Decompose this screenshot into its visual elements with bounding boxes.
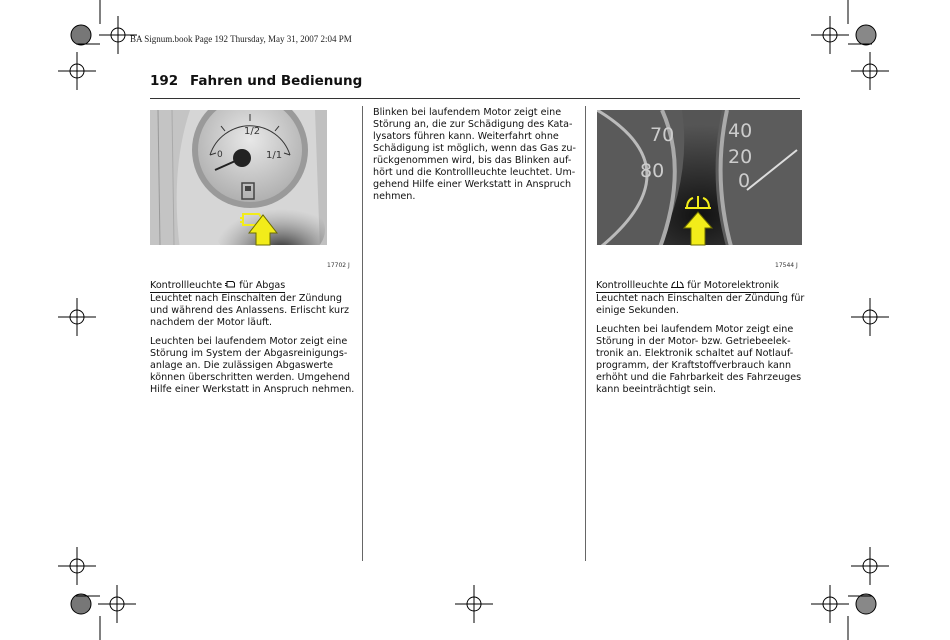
engine-electronics-icon [671,280,684,289]
header-rule [150,98,800,99]
engine-lamp-paragraph-2: Leuchten bei laufendem Motor zeigt eine Störung in der Motor- bzw. Getriebeelek- tronik an. Elektronik schaltet auf Notlauf- programm, der Kraftstoffverbrauch kann erhöht und die Fahrbarkeit des Fahrzeuges kann beeinträchtigt sein. [596,324,802,395]
speed-label-20: 20 [728,146,753,168]
figure-number-left: 17702 J [327,262,350,269]
exhaust-lamp-icon [225,280,236,289]
page-title: Fahren und Bedienung [190,73,363,89]
engine-electronics-figure [597,110,802,260]
right-column [596,280,804,403]
page-number: 192 [150,73,179,89]
exhaust-lamp-paragraph-2: Leuchten bei laufendem Motor zeigt eine Störung im System der Abgasreinigungs- anlage an. Die zulässigen Abgaswerte können überschritten werden. Umgehend Hilfe einer Werkstatt in Anspruch nehmen. [150,336,355,395]
engine-lamp-paragraph-1: Leuchtet nach Einschalten der Zündung für einige Sekunden. [596,293,805,316]
exhaust-lamp-paragraph-1: Leuchtet nach Einschalten der Zündung und während des Anlassens. Erlischt kurz nachdem der Motor läuft. [150,293,350,328]
middle-column [373,107,576,210]
figure-number-right: 17544 J [775,262,798,269]
speed-label-0: 0 [738,170,751,192]
left-column [150,280,354,403]
engine-lamp-heading: Kontrollleuchte für Motorelektronik [596,280,779,291]
print-slug: BA Signum.book Page 192 Thursday, May 31, 2007 2:04 PM [130,34,352,44]
gauge-label-full: 1/1 [266,150,283,161]
speed-label-70: 70 [650,124,675,146]
flashing-lamp-paragraph: Blinken bei laufendem Motor zeigt eine Störung an, die zur Schädigung des Kata- lysators führen kann. Weiterfahrt ohne Schädigung ist möglich, wenn das Gas zu- rückgenommen wird, bis das Blinken auf- hört und die Kontrollleuchte leuchtet. Um- gehend Hilfe einer Werkstatt in Anspruch nehmen. [373,107,576,202]
exhaust-lamp-heading: Kontrollleuchte für Abgas [150,280,286,291]
column-divider-right [585,106,586,561]
gauge-label-empty: 0 [217,150,223,160]
speed-label-40: 40 [728,120,753,142]
exhaust-warning-figure [150,110,327,260]
column-divider-left [362,106,363,561]
gauge-label-half: 1/2 [244,126,261,137]
speed-label-80: 80 [640,160,665,182]
